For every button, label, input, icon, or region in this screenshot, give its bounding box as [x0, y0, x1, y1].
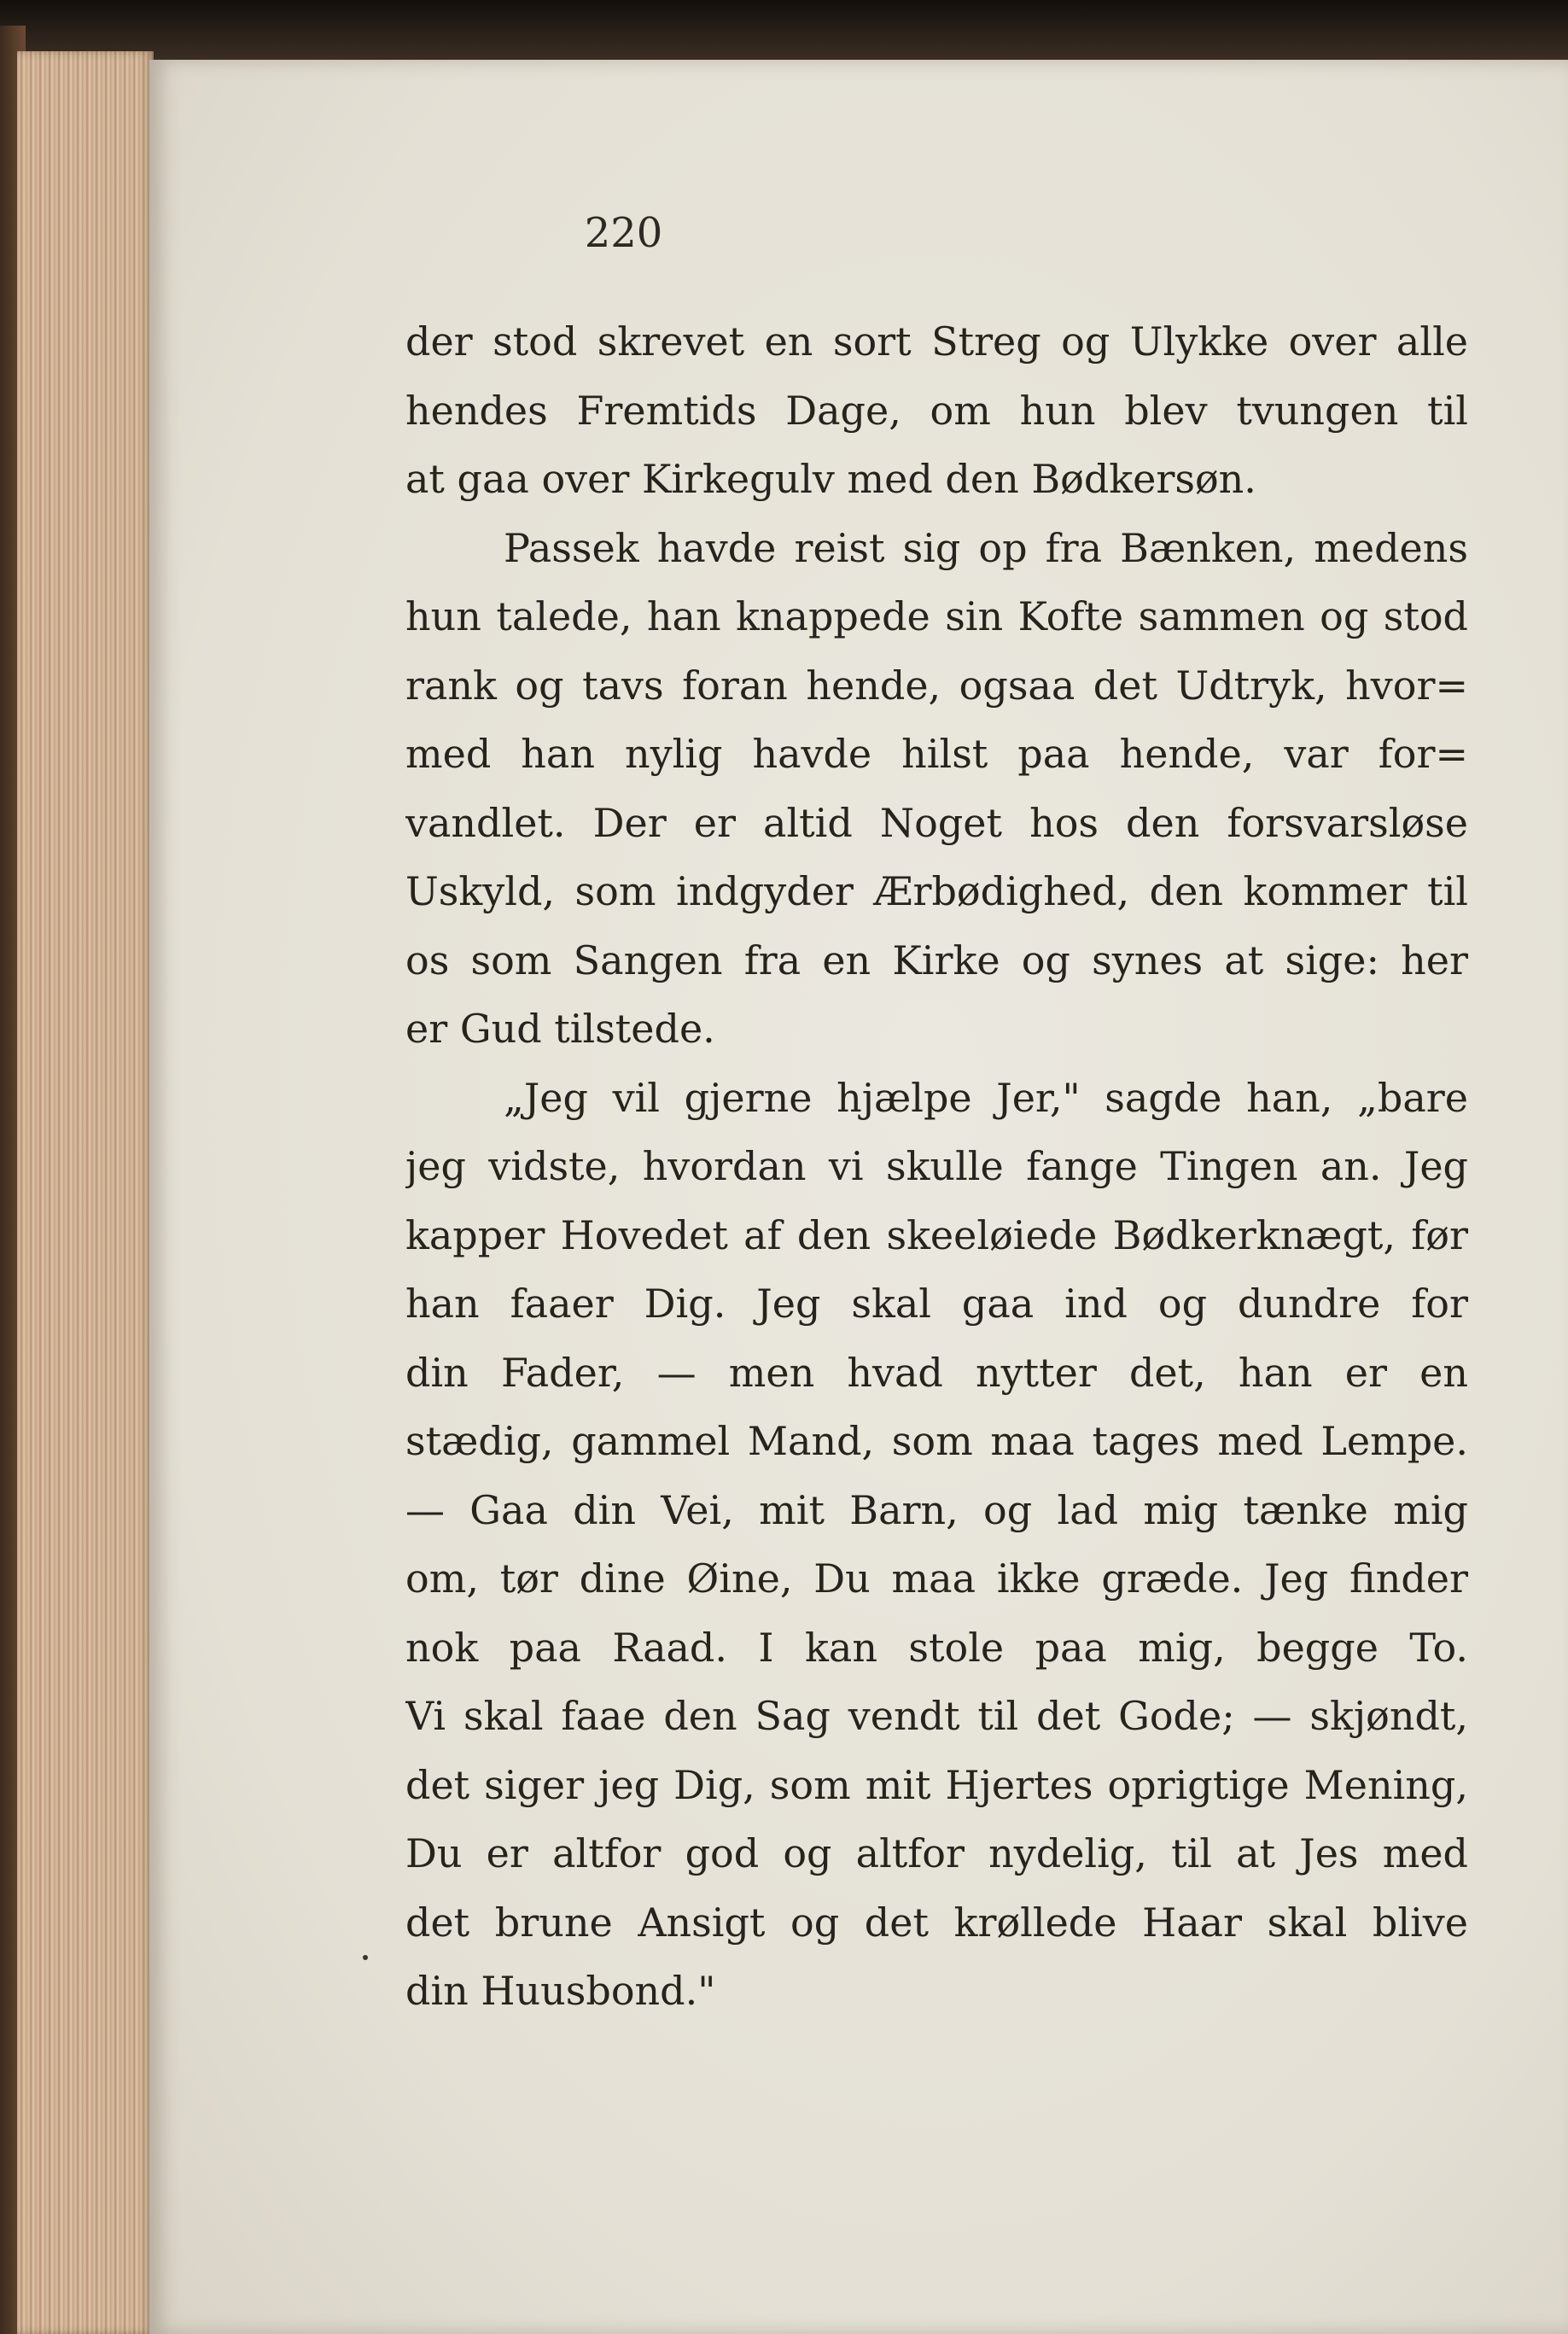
- text-line: Vi skal faae den Sag vendt til det Gode; — skjøndt,: [405, 1693, 1468, 1739]
- text-line: om, tør dine Øine, Du maa ikke græde. Jeg finder: [405, 1555, 1468, 1602]
- text-line: der stod skrevet en sort Streg og Ulykke over alle: [405, 318, 1468, 365]
- text-line: rank og tavs foran hende, ogsaa det Udtryk, hvor=: [405, 662, 1468, 709]
- text-line: det brune Ansigt og det krøllede Haar skal blive: [405, 1899, 1468, 1946]
- text-line: hendes Fremtids Dage, om hun blev tvungen til: [405, 387, 1468, 434]
- text-line: stædig, gammel Mand, som maa tages med Lempe.: [405, 1418, 1468, 1464]
- text-line: at gaa over Kirkegulv med den Bødkersøn.: [405, 456, 1256, 502]
- text-line: Passek havde reist sig op fra Bænken, medens: [504, 524, 1468, 571]
- top-shadow: [0, 0, 1568, 60]
- text-line: Uskyld, som indgyder Ærbødighed, den kommer til: [405, 868, 1468, 914]
- body-text: [405, 307, 1468, 2026]
- text-line: er Gud tilstede.: [405, 1006, 715, 1052]
- text-line: — Gaa din Vei, mit Barn, og lad mig tænke mig: [405, 1486, 1468, 1533]
- ink-speck: [363, 1955, 368, 1960]
- text-line: din Fader, — men hvad nytter det, han er en: [405, 1349, 1468, 1396]
- text-line: hun talede, han knappede sin Kofte sammen og stod: [405, 593, 1468, 639]
- text-line: din Huusbond.": [405, 1968, 716, 2014]
- text-line: det siger jeg Dig, som mit Hjertes oprigtige Mening,: [405, 1761, 1468, 1808]
- page-number: 220: [584, 209, 663, 257]
- text-line: nok paa Raad. I kan stole paa mig, begge To.: [405, 1624, 1468, 1671]
- text-line: kapper Hovedet af den skeeløiede Bødkerknægt, før: [405, 1211, 1468, 1258]
- text-line: Du er altfor god og altfor nydelig, til at Jes med: [405, 1830, 1468, 1876]
- page-block-edges: [17, 51, 154, 2334]
- text-line: vandlet. Der er altid Noget hos den forsvarsløse: [405, 799, 1468, 846]
- text-line: jeg vidste, hvordan vi skulle fange Tingen an. Jeg: [405, 1143, 1468, 1189]
- text-line: os som Sangen fra en Kirke og synes at sige: her: [405, 937, 1468, 983]
- text-line: med han nylig havde hilst paa hende, var for=: [405, 731, 1468, 777]
- text-line: han faaer Dig. Jeg skal gaa ind og dundre for: [405, 1281, 1468, 1327]
- text-line: „Jeg vil gjerne hjælpe Jer," sagde han, „bare: [504, 1074, 1468, 1121]
